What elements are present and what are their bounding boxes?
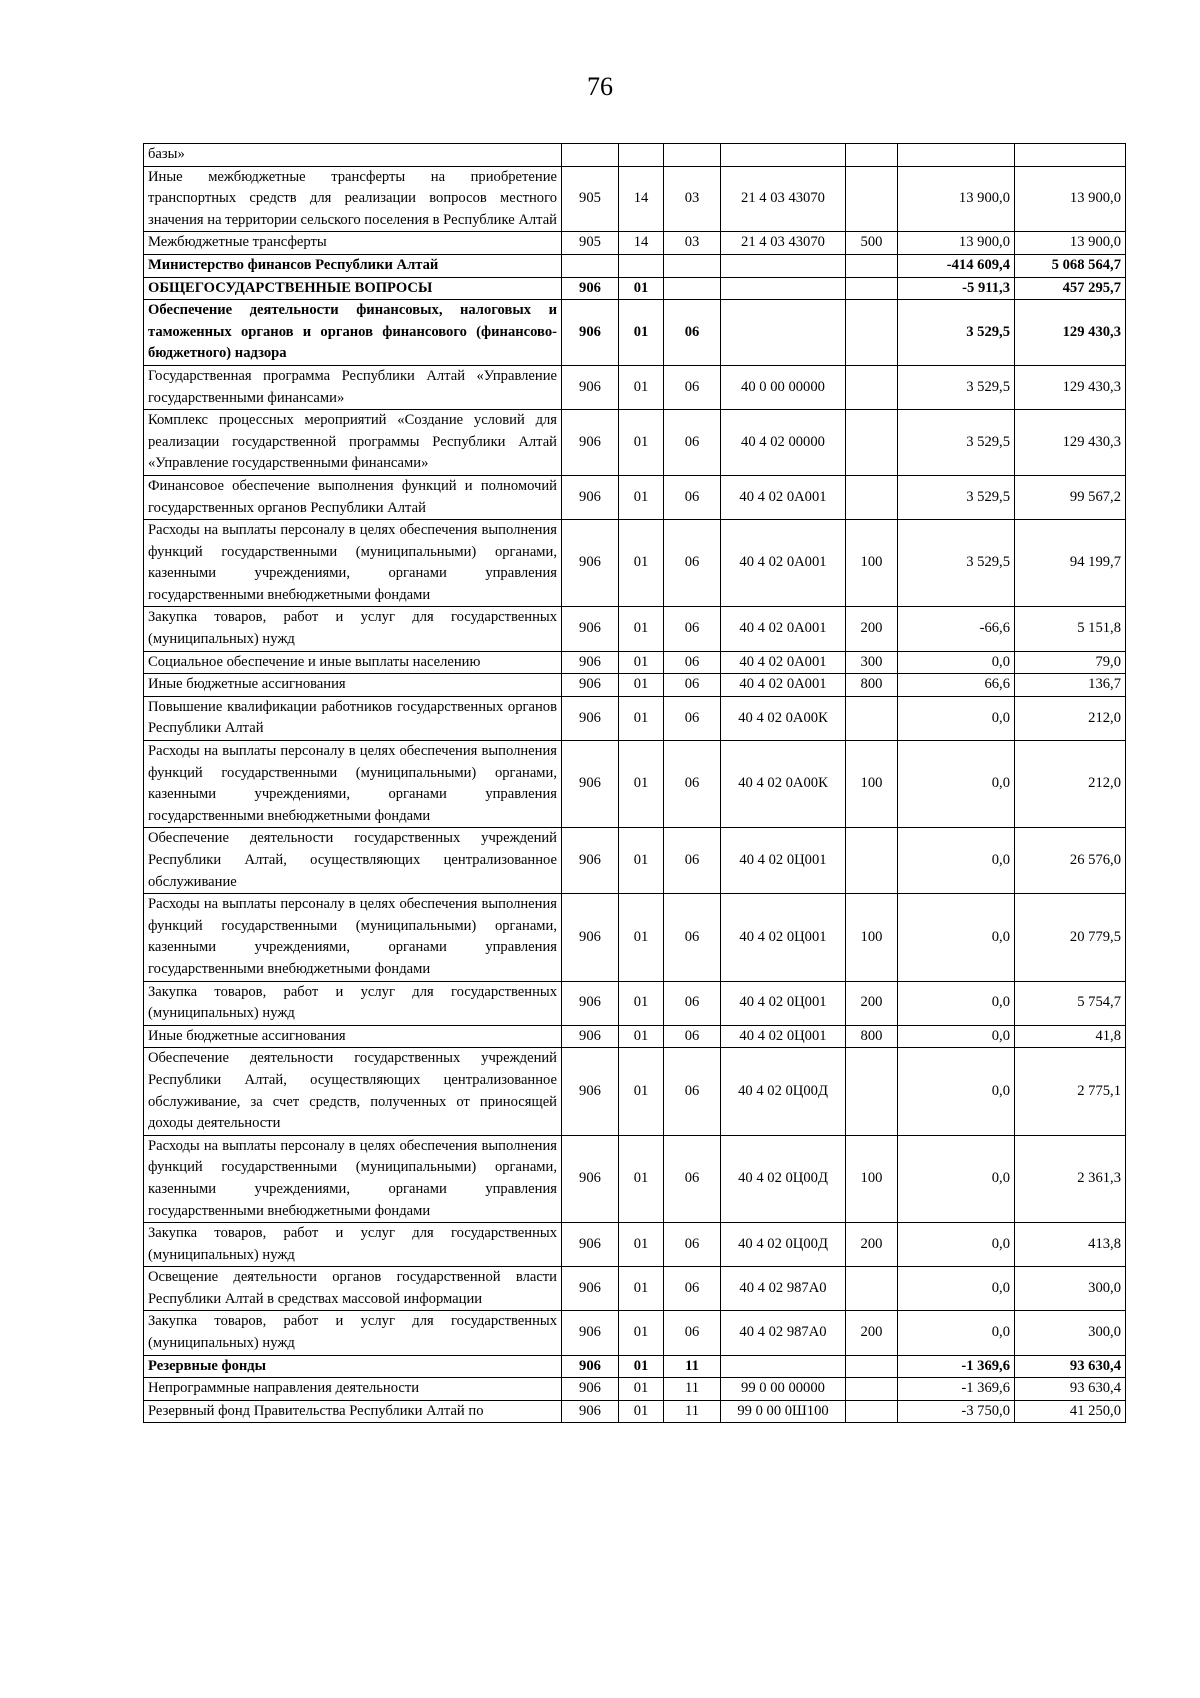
row-admin-code: 906	[562, 410, 619, 476]
row-name: базы»	[144, 144, 562, 167]
row-name: Непрограммные направления деятельности	[144, 1378, 562, 1401]
row-subsection-code: 06	[664, 1311, 721, 1355]
row-target-article: 40 4 02 0А001	[721, 651, 846, 674]
row-target-article: 40 4 02 0Ц00Д	[721, 1135, 846, 1222]
row-expense-type	[846, 365, 898, 409]
table-row	[144, 144, 1126, 167]
row-name: Закупка товаров, работ и услуг для государственных (муниципальных) нужд	[144, 1311, 562, 1355]
row-amount-total: 20 779,5	[1015, 894, 1126, 981]
row-amount-total: 212,0	[1015, 696, 1126, 740]
row-name: Обеспечение деятельности государственных учреждений Республики Алтай, осуществляющих централизованное обслуживание, за счет средств, полученных от приносящей доходы деятельности	[144, 1048, 562, 1135]
row-subsection-code: 11	[664, 1378, 721, 1401]
row-admin-code: 906	[562, 300, 619, 366]
row-subsection-code: 06	[664, 1135, 721, 1222]
row-amount-change: 0,0	[898, 1048, 1015, 1135]
table-row	[144, 981, 1126, 1025]
row-amount-change: 3 529,5	[898, 365, 1015, 409]
row-section-code: 01	[619, 674, 664, 697]
row-admin-code: 906	[562, 365, 619, 409]
row-subsection-code	[664, 144, 721, 167]
row-amount-total: 94 199,7	[1015, 520, 1126, 607]
table-row	[144, 651, 1126, 674]
row-admin-code	[562, 254, 619, 277]
row-admin-code: 906	[562, 520, 619, 607]
row-target-article: 40 4 02 0Ц001	[721, 981, 846, 1025]
row-amount-change: -1 369,6	[898, 1378, 1015, 1401]
row-section-code: 01	[619, 1400, 664, 1423]
row-target-article	[721, 300, 846, 366]
row-expense-type: 200	[846, 607, 898, 651]
row-name: Расходы на выплаты персоналу в целях обеспечения выполнения функций государственными (муниципальными) органами, казенными учреждениями, органами управления государственными внебюджетными фондами	[144, 520, 562, 607]
row-admin-code: 906	[562, 1311, 619, 1355]
row-admin-code: 906	[562, 828, 619, 894]
row-amount-total: 99 567,2	[1015, 475, 1126, 519]
table-row	[144, 520, 1126, 607]
row-subsection-code: 06	[664, 1267, 721, 1311]
row-name: Обеспечение деятельности финансовых, налоговых и таможенных органов и органов финансового (финансово-бюджетного) надзора	[144, 300, 562, 366]
row-subsection-code: 11	[664, 1355, 721, 1378]
table-row	[144, 365, 1126, 409]
row-section-code: 01	[619, 1048, 664, 1135]
row-expense-type	[846, 277, 898, 300]
row-expense-type	[846, 1048, 898, 1135]
row-name: Министерство финансов Республики Алтай	[144, 254, 562, 277]
row-name: Закупка товаров, работ и услуг для государственных (муниципальных) нужд	[144, 607, 562, 651]
row-expense-type	[846, 475, 898, 519]
row-expense-type	[846, 300, 898, 366]
table-row	[144, 1135, 1126, 1222]
row-amount-change: 0,0	[898, 981, 1015, 1025]
row-expense-type: 100	[846, 741, 898, 828]
row-target-article: 40 4 02 0Ц001	[721, 894, 846, 981]
row-subsection-code: 06	[664, 651, 721, 674]
row-target-article: 40 4 02 0А001	[721, 607, 846, 651]
row-amount-total: 129 430,3	[1015, 300, 1126, 366]
row-amount-change: -5 911,3	[898, 277, 1015, 300]
row-amount-total: 5 754,7	[1015, 981, 1126, 1025]
row-subsection-code: 06	[664, 300, 721, 366]
row-amount-total: 79,0	[1015, 651, 1126, 674]
table-row	[144, 1025, 1126, 1048]
row-amount-total: 457 295,7	[1015, 277, 1126, 300]
row-amount-change: 3 529,5	[898, 410, 1015, 476]
row-subsection-code: 06	[664, 894, 721, 981]
row-amount-total: 5 151,8	[1015, 607, 1126, 651]
row-amount-total: 136,7	[1015, 674, 1126, 697]
row-section-code: 01	[619, 651, 664, 674]
row-target-article: 40 4 02 987А0	[721, 1311, 846, 1355]
row-section-code: 01	[619, 410, 664, 476]
row-section-code: 01	[619, 1378, 664, 1401]
row-amount-total: 212,0	[1015, 741, 1126, 828]
row-expense-type: 500	[846, 232, 898, 255]
table-row	[144, 1048, 1126, 1135]
table-row	[144, 1355, 1126, 1378]
row-section-code: 14	[619, 232, 664, 255]
row-section-code: 01	[619, 1311, 664, 1355]
row-amount-total: 2 775,1	[1015, 1048, 1126, 1135]
row-admin-code: 906	[562, 475, 619, 519]
row-target-article: 40 4 02 0А001	[721, 475, 846, 519]
row-target-article: 99 0 00 00000	[721, 1378, 846, 1401]
row-admin-code: 906	[562, 1267, 619, 1311]
row-name: Финансовое обеспечение выполнения функций и полномочий государственных органов Республики Алтай	[144, 475, 562, 519]
row-subsection-code	[664, 254, 721, 277]
row-target-article: 40 4 02 0А00К	[721, 741, 846, 828]
row-target-article: 40 4 02 0А00К	[721, 696, 846, 740]
row-amount-change: -414 609,4	[898, 254, 1015, 277]
row-admin-code: 906	[562, 741, 619, 828]
row-target-article	[721, 144, 846, 167]
table-row	[144, 674, 1126, 697]
row-amount-change: 0,0	[898, 1025, 1015, 1048]
row-subsection-code: 06	[664, 981, 721, 1025]
row-amount-total: 413,8	[1015, 1223, 1126, 1267]
page-number: 76	[587, 72, 613, 101]
row-admin-code: 906	[562, 651, 619, 674]
row-section-code: 01	[619, 696, 664, 740]
row-subsection-code: 06	[664, 1223, 721, 1267]
row-target-article: 40 4 02 0Ц00Д	[721, 1223, 846, 1267]
row-target-article: 40 4 02 0А001	[721, 520, 846, 607]
row-section-code: 01	[619, 1135, 664, 1222]
table-row	[144, 1223, 1126, 1267]
row-subsection-code: 06	[664, 475, 721, 519]
row-name: Обеспечение деятельности государственных учреждений Республики Алтай, осуществляющих централизованное обслуживание	[144, 828, 562, 894]
table-row	[144, 1311, 1126, 1355]
row-subsection-code: 06	[664, 696, 721, 740]
row-subsection-code: 06	[664, 741, 721, 828]
row-amount-change: 0,0	[898, 1223, 1015, 1267]
row-admin-code: 906	[562, 696, 619, 740]
row-amount-total: 129 430,3	[1015, 410, 1126, 476]
row-admin-code: 906	[562, 674, 619, 697]
row-section-code: 01	[619, 894, 664, 981]
row-subsection-code: 06	[664, 828, 721, 894]
row-expense-type	[846, 144, 898, 167]
row-amount-change: 0,0	[898, 696, 1015, 740]
row-subsection-code	[664, 277, 721, 300]
table-row	[144, 741, 1126, 828]
row-section-code: 01	[619, 365, 664, 409]
row-amount-total: 13 900,0	[1015, 232, 1126, 255]
row-expense-type	[846, 696, 898, 740]
row-section-code: 01	[619, 1355, 664, 1378]
table-row	[144, 1400, 1126, 1423]
row-amount-change: 0,0	[898, 828, 1015, 894]
row-section-code: 14	[619, 166, 664, 232]
row-name: Иные бюджетные ассигнования	[144, 1025, 562, 1048]
row-amount-change: 0,0	[898, 894, 1015, 981]
row-amount-total: 26 576,0	[1015, 828, 1126, 894]
row-target-article: 40 0 00 00000	[721, 365, 846, 409]
row-admin-code: 906	[562, 1400, 619, 1423]
row-amount-total	[1015, 144, 1126, 167]
row-amount-change: 13 900,0	[898, 232, 1015, 255]
row-expense-type	[846, 828, 898, 894]
table-row	[144, 277, 1126, 300]
row-name: Повышение квалификации работников государственных органов Республики Алтай	[144, 696, 562, 740]
row-expense-type	[846, 410, 898, 476]
row-admin-code: 906	[562, 607, 619, 651]
row-amount-change: 13 900,0	[898, 166, 1015, 232]
row-name: Иные бюджетные ассигнования	[144, 674, 562, 697]
row-section-code: 01	[619, 1025, 664, 1048]
budget-table-body	[144, 144, 1126, 1423]
row-name: Расходы на выплаты персоналу в целях обеспечения выполнения функций государственными (муниципальными) органами, казенными учреждениями, органами управления государственными внебюджетными фондами	[144, 1135, 562, 1222]
row-name: Социальное обеспечение и иные выплаты населению	[144, 651, 562, 674]
table-row	[144, 300, 1126, 366]
table-row	[144, 1378, 1126, 1401]
row-target-article: 21 4 03 43070	[721, 166, 846, 232]
row-section-code	[619, 254, 664, 277]
row-admin-code: 906	[562, 1378, 619, 1401]
row-amount-total: 13 900,0	[1015, 166, 1126, 232]
row-amount-total: 300,0	[1015, 1267, 1126, 1311]
row-name: Освещение деятельности органов государственной власти Республики Алтай в средствах массовой информации	[144, 1267, 562, 1311]
row-section-code: 01	[619, 475, 664, 519]
row-expense-type	[846, 1267, 898, 1311]
row-amount-total: 93 630,4	[1015, 1378, 1126, 1401]
row-name: Иные межбюджетные трансферты на приобретение транспортных средств для реализации вопросов местного значения на территории сельского поселения в Республике Алтай	[144, 166, 562, 232]
row-amount-change	[898, 144, 1015, 167]
row-amount-total: 41 250,0	[1015, 1400, 1126, 1423]
row-amount-change: 0,0	[898, 651, 1015, 674]
row-amount-total: 300,0	[1015, 1311, 1126, 1355]
row-name: Межбюджетные трансферты	[144, 232, 562, 255]
row-expense-type: 100	[846, 1135, 898, 1222]
row-section-code: 01	[619, 1267, 664, 1311]
row-name: Комплекс процессных мероприятий «Создание условий для реализации государственной программы Республики Алтай «Управление государственными финансами»	[144, 410, 562, 476]
row-admin-code: 906	[562, 1223, 619, 1267]
row-expense-type: 200	[846, 1311, 898, 1355]
row-amount-total: 129 430,3	[1015, 365, 1126, 409]
row-name: Расходы на выплаты персоналу в целях обеспечения выполнения функций государственными (муниципальными) органами, казенными учреждениями, органами управления государственными внебюджетными фондами	[144, 894, 562, 981]
row-expense-type	[846, 254, 898, 277]
row-amount-change: 0,0	[898, 1267, 1015, 1311]
row-section-code: 01	[619, 607, 664, 651]
row-section-code: 01	[619, 828, 664, 894]
row-expense-type: 800	[846, 674, 898, 697]
row-subsection-code: 03	[664, 232, 721, 255]
table-row	[144, 232, 1126, 255]
row-subsection-code: 06	[664, 520, 721, 607]
row-expense-type: 200	[846, 1223, 898, 1267]
row-expense-type	[846, 1400, 898, 1423]
row-expense-type: 300	[846, 651, 898, 674]
row-section-code: 01	[619, 741, 664, 828]
row-target-article: 40 4 02 0Ц001	[721, 1025, 846, 1048]
row-name: Закупка товаров, работ и услуг для государственных (муниципальных) нужд	[144, 1223, 562, 1267]
row-amount-change: 0,0	[898, 741, 1015, 828]
table-row	[144, 696, 1126, 740]
row-expense-type	[846, 1378, 898, 1401]
row-target-article	[721, 277, 846, 300]
row-admin-code: 906	[562, 894, 619, 981]
row-admin-code: 906	[562, 981, 619, 1025]
row-expense-type	[846, 1355, 898, 1378]
row-section-code	[619, 144, 664, 167]
table-row	[144, 894, 1126, 981]
row-target-article: 40 4 02 00000	[721, 410, 846, 476]
row-admin-code: 906	[562, 1025, 619, 1048]
table-row	[144, 166, 1126, 232]
row-subsection-code: 06	[664, 1025, 721, 1048]
table-row	[144, 254, 1126, 277]
row-name: Закупка товаров, работ и услуг для государственных (муниципальных) нужд	[144, 981, 562, 1025]
row-amount-change: 66,6	[898, 674, 1015, 697]
row-admin-code: 905	[562, 166, 619, 232]
row-amount-change: 3 529,5	[898, 475, 1015, 519]
row-amount-total: 5 068 564,7	[1015, 254, 1126, 277]
row-target-article	[721, 1355, 846, 1378]
row-name: Резервные фонды	[144, 1355, 562, 1378]
row-admin-code: 906	[562, 277, 619, 300]
row-amount-change: -66,6	[898, 607, 1015, 651]
row-subsection-code: 06	[664, 674, 721, 697]
table-row	[144, 1267, 1126, 1311]
row-name: Государственная программа Республики Алтай «Управление государственными финансами»	[144, 365, 562, 409]
table-row	[144, 828, 1126, 894]
table-row	[144, 475, 1126, 519]
row-admin-code	[562, 144, 619, 167]
row-amount-change: -1 369,6	[898, 1355, 1015, 1378]
row-name: Резервный фонд Правительства Республики Алтай по	[144, 1400, 562, 1423]
row-amount-change: 0,0	[898, 1135, 1015, 1222]
row-section-code: 01	[619, 981, 664, 1025]
row-section-code: 01	[619, 1223, 664, 1267]
row-amount-change: 0,0	[898, 1311, 1015, 1355]
row-subsection-code: 11	[664, 1400, 721, 1423]
row-target-article: 99 0 00 0Ш100	[721, 1400, 846, 1423]
row-target-article	[721, 254, 846, 277]
row-admin-code: 905	[562, 232, 619, 255]
table-row	[144, 410, 1126, 476]
row-amount-change: -3 750,0	[898, 1400, 1015, 1423]
row-subsection-code: 06	[664, 1048, 721, 1135]
row-subsection-code: 03	[664, 166, 721, 232]
row-subsection-code: 06	[664, 410, 721, 476]
row-section-code: 01	[619, 300, 664, 366]
row-amount-total: 93 630,4	[1015, 1355, 1126, 1378]
table-row	[144, 607, 1126, 651]
row-name: Расходы на выплаты персоналу в целях обеспечения выполнения функций государственными (муниципальными) органами, казенными учреждениями, органами управления государственными внебюджетными фондами	[144, 741, 562, 828]
row-subsection-code: 06	[664, 365, 721, 409]
row-admin-code: 906	[562, 1355, 619, 1378]
row-target-article: 40 4 02 0Ц00Д	[721, 1048, 846, 1135]
budget-table	[143, 143, 1126, 1423]
row-target-article: 40 4 02 987А0	[721, 1267, 846, 1311]
row-target-article: 21 4 03 43070	[721, 232, 846, 255]
row-expense-type	[846, 166, 898, 232]
row-section-code: 01	[619, 520, 664, 607]
row-expense-type: 100	[846, 520, 898, 607]
row-target-article: 40 4 02 0А001	[721, 674, 846, 697]
row-amount-total: 2 361,3	[1015, 1135, 1126, 1222]
row-expense-type: 200	[846, 981, 898, 1025]
row-amount-change: 3 529,5	[898, 300, 1015, 366]
row-amount-total: 41,8	[1015, 1025, 1126, 1048]
row-expense-type: 800	[846, 1025, 898, 1048]
row-expense-type: 100	[846, 894, 898, 981]
row-name: ОБЩЕГОСУДАРСТВЕННЫЕ ВОПРОСЫ	[144, 277, 562, 300]
row-subsection-code: 06	[664, 607, 721, 651]
row-admin-code: 906	[562, 1048, 619, 1135]
row-amount-change: 3 529,5	[898, 520, 1015, 607]
row-section-code: 01	[619, 277, 664, 300]
row-admin-code: 906	[562, 1135, 619, 1222]
row-target-article: 40 4 02 0Ц001	[721, 828, 846, 894]
